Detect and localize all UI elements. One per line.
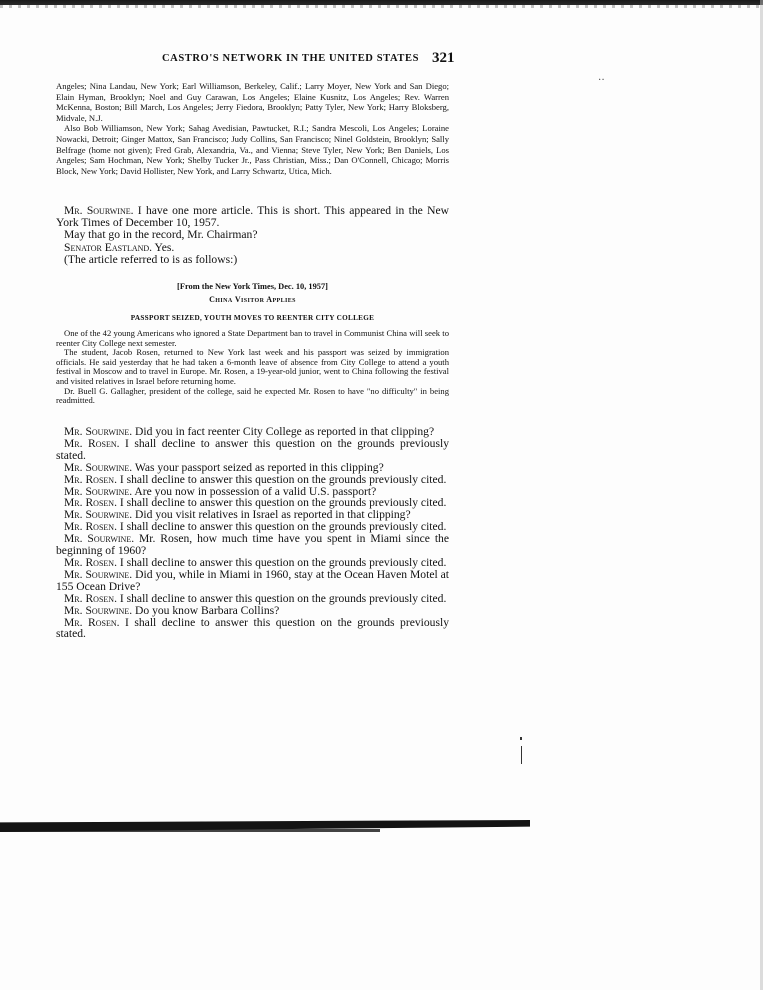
line-text: I shall decline to answer this question on the grounds previously stated. bbox=[56, 436, 449, 462]
line-text: I shall decline to answer this question on the grounds previously cited. bbox=[116, 591, 447, 605]
line-text: Do you know Barbara Collins? bbox=[132, 603, 280, 617]
article-headline: China Visitor Applies bbox=[209, 295, 296, 304]
line-text: I have one more article. This is short. This appeared in the New York Times of December 10, 1957. bbox=[56, 204, 449, 230]
list-paragraph: Also Bob Williamson, New York; Sahag Avedisian, Pawtucket, R.I.; Sandra Mescoli, Los Angeles; Loraine Nowacki, Detroit; Ginger Mattox, San Francisco; Judy Collins, San Francisco; Ninel Goldstein, Brooklyn; Sally Belfrage (home not given); Fred Grab, Alexandria, Va., and Vienna; Steve Tyler, New York; Ben Daniels, Los Angeles; Sam Hochman, New York; Shelby Tucker Jr., Pass Christian, Miss.; Dan O'Connell, Chicago; Morris Block, New York; David Hollister, New York, and Larry Schwartz, Utica, Mich. bbox=[56, 123, 449, 176]
speaker: Mr. Rosen. bbox=[64, 591, 117, 605]
speaker: Mr. Rosen. bbox=[64, 472, 117, 486]
speaker: Mr. Rosen. bbox=[64, 555, 117, 569]
line-text: Was your passport seized as reported in this clipping? bbox=[132, 460, 384, 474]
scan-speck bbox=[520, 737, 522, 740]
line-text: I shall decline to answer this question on the grounds previously cited. bbox=[116, 472, 447, 486]
scan-speck: ․․ bbox=[598, 72, 605, 83]
line-text: Are you now in possession of a valid U.S. passport? bbox=[132, 484, 377, 498]
line-text: May that go in the record, Mr. Chairman? bbox=[64, 228, 258, 242]
testimony-line bbox=[56, 438, 449, 462]
line-text: I shall decline to answer this question on the grounds previously cited. bbox=[116, 555, 447, 569]
scan-bottom-rule bbox=[0, 829, 380, 832]
speaker: Mr. Rosen. bbox=[64, 520, 117, 534]
line-text: I shall decline to answer this question on the grounds previously stated. bbox=[56, 615, 449, 641]
line-text: Did you visit relatives in Israel as reported in that clipping? bbox=[132, 508, 411, 522]
line-text: Did you, while in Miami in 1960, stay at the Ocean Haven Motel at 155 Ocean Drive? bbox=[56, 567, 449, 593]
page-number: 321 bbox=[432, 50, 455, 66]
article-body bbox=[56, 329, 449, 406]
speaker: Mr. Sourwine. bbox=[64, 460, 133, 474]
speaker: Mr. Sourwine. bbox=[64, 508, 133, 522]
line-text: Yes. bbox=[152, 240, 175, 254]
article-source: [From the New York Times, Dec. 10, 1957] bbox=[177, 282, 328, 291]
article-paragraph: The student, Jacob Rosen, returned to New York last week and his passport was seized by immigration officials. He said yesterday that he had taken a 6-month leave of absence from City College to attend a youth festival in Moscow and to travel in Europe. Mr. Rosen, a 19-year-old junior, went to China following the festival and visited relatives in Israel before returning home. bbox=[56, 347, 449, 386]
article-paragraph: Dr. Buell G. Gallagher, president of the college, said he expected Mr. Rosen to have "no difficulty" in being readmitted. bbox=[56, 385, 449, 406]
speaker: Mr. Sourwine. bbox=[64, 484, 133, 498]
article-subheadline: PASSPORT SEIZED, YOUTH MOVES TO REENTER CITY COLLEGE bbox=[130, 314, 375, 322]
line-text: Mr. Rosen, how much time have you spent in Miami since the beginning of 1960? bbox=[56, 532, 449, 558]
intro-line bbox=[56, 205, 449, 229]
running-title: CASTRO'S NETWORK IN THE UNITED STATES bbox=[161, 53, 420, 64]
speaker: Mr. Sourwine. bbox=[64, 603, 133, 617]
list-paragraph: Angeles; Nina Landau, New York; Earl Williamson, Berkeley, Calif.; Larry Moyer, New York and San Diego; Elain Hyman, Brooklyn; Noel and Guy Carawan, Los Angeles; Elaine Kusnitz, Los Angeles; Rev. Warren McKenna, Boston; Bill March, Los Angeles; Jerry Fiedora, Brooklyn; Patty Tyler, New York; Harry Bloksberg, Midvale, N.J. bbox=[56, 81, 449, 123]
testimony-line bbox=[56, 617, 449, 641]
testimony bbox=[56, 426, 449, 640]
scan-speck bbox=[521, 746, 522, 764]
testimony-line bbox=[56, 569, 449, 593]
line-text: I shall decline to answer this question on the grounds previously cited. bbox=[116, 496, 447, 510]
name-list bbox=[56, 81, 449, 176]
line-text: (The article referred to is as follows:) bbox=[64, 252, 238, 266]
line-text: I shall decline to answer this question on the grounds previously cited. bbox=[116, 520, 447, 534]
testimony-line bbox=[56, 533, 449, 557]
speaker: Mr. Sourwine. bbox=[64, 532, 135, 546]
intro-line bbox=[56, 254, 449, 266]
speaker: Mr. Rosen. bbox=[64, 496, 117, 510]
speaker: Mr. Sourwine. bbox=[64, 567, 133, 581]
line-text: Did you in fact reenter City College as reported in that clipping? bbox=[132, 425, 435, 438]
intro-exchange bbox=[56, 205, 449, 266]
speaker: Mr. Sourwine. bbox=[64, 204, 134, 217]
speaker: Mr. Rosen. bbox=[64, 615, 120, 629]
speaker: Mr. Rosen. bbox=[64, 436, 120, 450]
article-paragraph: One of the 42 young Americans who ignored a State Department ban to travel in Communist China will seek to reenter City College next semester. bbox=[56, 328, 449, 348]
scan-noise bbox=[0, 5, 763, 8]
speaker: Senator Eastland. bbox=[64, 240, 153, 254]
speaker: Mr. Sourwine. bbox=[64, 425, 133, 438]
